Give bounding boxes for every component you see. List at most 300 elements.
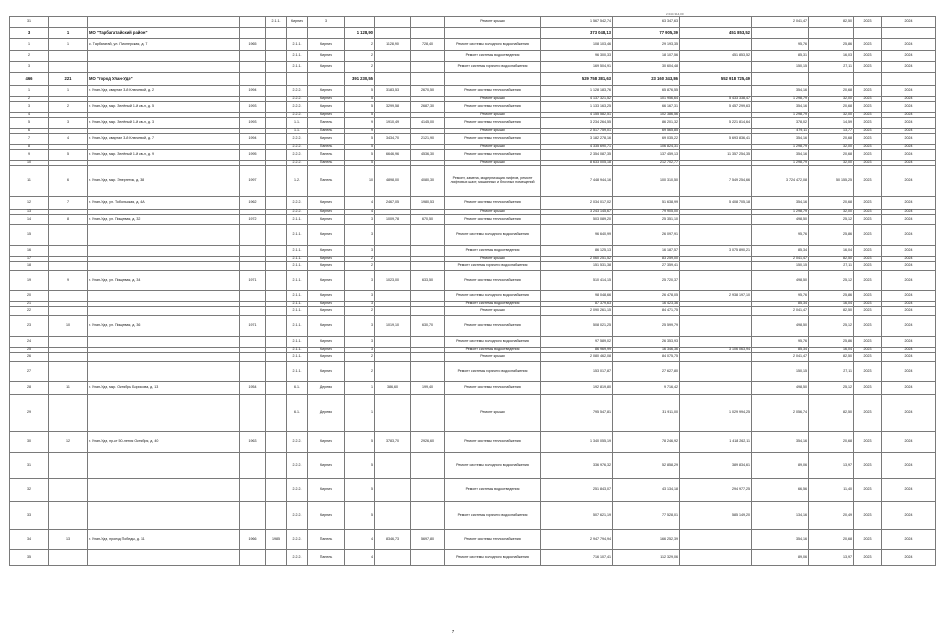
cell-total-cost: 5 433 338,47: [680, 97, 752, 102]
cell-year-renovated: [266, 102, 287, 113]
cell-other-cost: 29 193,35: [613, 39, 680, 51]
cell-building-type: 2.1.1.: [287, 271, 308, 291]
cell-year-renovated: [266, 337, 287, 348]
cell-year-end: 2024: [882, 307, 936, 316]
cell-year-renovated: [266, 362, 287, 382]
cell-unit-cost: 2 041,47: [752, 353, 809, 362]
cell-floors: 5: [345, 86, 375, 97]
cell-year-start: 2023: [854, 395, 882, 432]
cell-year-end: 2024: [882, 316, 936, 337]
cell-row-index: 2: [10, 97, 49, 102]
cell-living-area: 5697,80: [411, 530, 445, 550]
cell-other-cost: 137 459,13: [613, 150, 680, 161]
cell-year-start: 2023: [854, 118, 882, 129]
cell-year-end: 2024: [882, 97, 936, 102]
cell-building-type: 2.1.1.: [287, 353, 308, 362]
table-row: [10, 353, 936, 362]
cell-work-type: Ремонт системы теплоснабжения: [445, 197, 541, 210]
cell-year-start: 2023: [854, 479, 882, 502]
cell-wall-material: Кирпич: [308, 337, 345, 348]
cell-unit-cost: 95,76: [752, 291, 809, 302]
cell-address: [88, 262, 240, 271]
cell-other-cost: 52 858,29: [613, 453, 680, 479]
cell-object-index: 9: [49, 271, 88, 291]
cell-year-built: [240, 479, 266, 502]
cell-year-renovated: [266, 502, 287, 530]
cell-year-start: 2023: [854, 453, 882, 479]
cell-year-end: 2024: [882, 86, 936, 97]
cell-building-type: 1.1.: [287, 118, 308, 129]
cell-address: [88, 479, 240, 502]
cell-year-end: 2024: [882, 348, 936, 353]
cell-building-type: 2.2.2.: [287, 453, 308, 479]
cell-object-index: 7: [49, 197, 88, 210]
cell-year-renovated: [266, 291, 287, 302]
cell-year-end: 2024: [882, 150, 936, 161]
cell-living-area: [411, 395, 445, 432]
cell-floors: 1: [345, 382, 375, 395]
cell-other-cost: 84 075,75: [613, 353, 680, 362]
cell-living-area: 2687,30: [411, 102, 445, 113]
cell-other-cost: 25 720,37: [613, 271, 680, 291]
cell-wall-material: Кирпич: [308, 348, 345, 353]
cell-total-area: [375, 17, 411, 28]
cell-total-area: [375, 28, 411, 39]
cell-address: г. Улан-Удэ, квартал 3-й Ключевой, д. 2: [88, 86, 240, 97]
cell-wall-material: Кирпич: [308, 51, 345, 62]
cell-floors: 9: [345, 129, 375, 134]
cell-row-index: 22: [10, 307, 49, 316]
cell-year-end: 2024: [882, 225, 936, 246]
cell-floors: 2: [345, 257, 375, 262]
cell-floors: 4: [345, 550, 375, 566]
cell-cost: 96 640,99: [541, 225, 613, 246]
cell-floors: 2: [345, 362, 375, 382]
cell-object-index: 1: [49, 28, 88, 39]
cell-row-index: 31: [10, 17, 49, 28]
subtotal-row: [10, 73, 936, 86]
cell-living-area: 4145,00: [411, 118, 445, 129]
cell-work-type: Ремонт крыши: [445, 210, 541, 215]
cell-wall-material: Кирпич: [308, 39, 345, 51]
cell-address: [88, 453, 240, 479]
cell-unit-other-cost: 16,03: [809, 51, 854, 62]
cell-address: МО "Тарбагатайский район": [88, 28, 240, 39]
cell-wall-material: Дерево: [308, 395, 345, 432]
cell-other-cost: 102 386,56: [613, 113, 680, 118]
table-row: [10, 262, 936, 271]
cell-building-type: 2.2.2.: [287, 97, 308, 102]
cell-object-index: [49, 291, 88, 302]
cell-work-type: Ремонт системы теплоснабжения: [445, 215, 541, 225]
cell-floors: 2: [345, 51, 375, 62]
cell-total-area: 8346,73: [375, 530, 411, 550]
cell-year-end: 2024: [882, 197, 936, 210]
cell-row-index: 18: [10, 262, 49, 271]
cell-total-area: [375, 225, 411, 246]
cell-row-index: 25: [10, 348, 49, 353]
cell-building-type: 2.2.2.: [287, 530, 308, 550]
cell-unit-other-cost: 32,00: [809, 210, 854, 215]
cell-unit-cost: 2 041,47: [752, 307, 809, 316]
cell-work-type: Ремонт системы холодного водоснабжения: [445, 337, 541, 348]
table-row: [10, 118, 936, 129]
cell-total-cost: [680, 215, 752, 225]
cell-total-cost: [680, 353, 752, 362]
cell-other-cost: 25 599,79: [613, 316, 680, 337]
cell-work-type: Ремонт системы водоотведения: [445, 51, 541, 62]
cell-building-type: 2.1.1.: [287, 362, 308, 382]
cell-year-renovated: [266, 382, 287, 395]
cell-year-end: 2024: [882, 118, 936, 129]
table-row: [10, 197, 936, 210]
cell-object-index: [49, 395, 88, 432]
cell-work-type: Ремонт крыши: [445, 161, 541, 166]
cell-cost: 1 133 163,25: [541, 102, 613, 113]
cell-year-built: [240, 225, 266, 246]
cell-year-start: 2023: [854, 353, 882, 362]
cell-row-index: 28: [10, 382, 49, 395]
cell-other-cost: 79 905,00: [613, 210, 680, 215]
cell-total-area: 1910,49: [375, 118, 411, 129]
cell-floors: [345, 17, 375, 28]
cell-year-end: 2024: [882, 134, 936, 145]
cell-year-end: 2024: [882, 353, 936, 362]
cell-work-type: Ремонт системы теплоснабжения: [445, 530, 541, 550]
cell-living-area: 630,70: [411, 316, 445, 337]
cell-year-renovated: [266, 246, 287, 257]
cell-other-cost: 16 346,36: [613, 348, 680, 353]
cell-other-cost: 86 201,32: [613, 118, 680, 129]
cell-floors: 3: [345, 316, 375, 337]
cell-total-area: [375, 262, 411, 271]
cell-floors: 3: [345, 246, 375, 257]
cell-year-end: 2024: [882, 62, 936, 73]
cell-year-end: 2024: [882, 271, 936, 291]
cell-floors: 391 230,55: [345, 73, 375, 86]
cell-floors: 3: [345, 302, 375, 307]
cell-building-type: 2.2.2.: [287, 479, 308, 502]
cell-living-area: [411, 73, 445, 86]
cell-unit-cost: [752, 28, 809, 39]
cell-unit-other-cost: 50 155,25: [809, 166, 854, 197]
cell-year-built: 1971: [240, 316, 266, 337]
cell-building-type: 2.1.1.: [287, 316, 308, 337]
cell-cost: 3 234 264,55: [541, 118, 613, 129]
cell-work-type: Ремонт системы холодного водоснабжения: [445, 291, 541, 302]
cell-total-cost: 11 357 254,35: [680, 150, 752, 161]
cell-row-index: 13: [10, 210, 49, 215]
cell-unit-cost: 150,15: [752, 262, 809, 271]
cell-total-cost: 2 938 197,10: [680, 291, 752, 302]
cell-year-end: 2024: [882, 51, 936, 62]
cell-cost: 2 354 087,35: [541, 150, 613, 161]
cell-floors: 5: [345, 134, 375, 145]
cell-other-cost: 26 097,91: [613, 225, 680, 246]
cell-address: [88, 307, 240, 316]
cell-building-type: 2.2.2.: [287, 161, 308, 166]
cell-year-built: [240, 453, 266, 479]
cell-total-area: 1019,10: [375, 316, 411, 337]
cell-cost: 336 976,32: [541, 453, 613, 479]
cell-total-cost: [680, 530, 752, 550]
table-row: [10, 550, 936, 566]
cell-unit-cost: 354,16: [752, 102, 809, 113]
cell-address: [88, 550, 240, 566]
cell-total-cost: 5 221 814,64: [680, 118, 752, 129]
cell-year-end: 2024: [882, 262, 936, 271]
cell-row-index: 16: [10, 246, 49, 257]
cell-building-type: 2.1.1.: [287, 337, 308, 348]
cell-row-index: 24: [10, 337, 49, 348]
cell-address: г. Улан-Удэ, мкр. Зелёный 1-й кв-л, д. 9: [88, 150, 240, 161]
cell-year-end: 2024: [882, 302, 936, 307]
cell-floors: 3: [345, 225, 375, 246]
cell-year-built: [240, 17, 266, 28]
cell-total-cost: 451 853,52: [680, 51, 752, 62]
cell-year-start: 2023: [854, 362, 882, 382]
table-row: [10, 362, 936, 382]
cell-building-type: [287, 28, 308, 39]
cell-row-index: 12: [10, 197, 49, 210]
cell-floors: 5: [345, 97, 375, 102]
cell-building-type: 2.1.1.: [287, 62, 308, 73]
cell-other-cost: 30 604,48: [613, 62, 680, 73]
cell-row-index: 19: [10, 271, 49, 291]
cell-wall-material: Панель: [308, 530, 345, 550]
cell-year-end: [882, 73, 936, 86]
cell-total-cost: [680, 225, 752, 246]
cell-work-type: Ремонт крыши: [445, 353, 541, 362]
cell-work-type: Ремонт системы горячего водоснабжения: [445, 262, 541, 271]
cell-floors: 5: [345, 145, 375, 150]
cell-year-end: 2024: [882, 550, 936, 566]
cell-unit-cost: 354,16: [752, 134, 809, 145]
cell-building-type: 2.2.2.: [287, 102, 308, 113]
cell-object-index: 13: [49, 530, 88, 550]
cell-unit-cost: 1 298,79: [752, 161, 809, 166]
cell-address: г. Улан-Удэ, мкр. Зелёный 1-й кв-л, д. 5: [88, 102, 240, 113]
cell-year-start: 2023: [854, 62, 882, 73]
cell-unit-other-cost: 20,68: [809, 530, 854, 550]
cell-unit-cost: 95,76: [752, 337, 809, 348]
cell-year-renovated: [266, 134, 287, 145]
cell-object-index: [49, 225, 88, 246]
cell-object-index: 1: [49, 86, 88, 97]
cell-floors: 4: [345, 197, 375, 210]
cell-total-cost: [680, 271, 752, 291]
cell-living-area: 728,40: [411, 39, 445, 51]
cell-unit-cost: 89,06: [752, 453, 809, 479]
cell-total-cost: [680, 316, 752, 337]
cell-living-area: 4080,30: [411, 166, 445, 197]
cell-year-built: [240, 62, 266, 73]
cell-year-start: 2023: [854, 215, 882, 225]
cell-wall-material: Панель: [308, 550, 345, 566]
cell-year-built: [240, 51, 266, 62]
cell-row-index: 29: [10, 395, 49, 432]
table-row: [10, 39, 936, 51]
cell-wall-material: Кирпич: [308, 246, 345, 257]
cell-building-type: 1.1.: [287, 129, 308, 134]
cell-unit-cost: 95,76: [752, 225, 809, 246]
cell-year-end: 2024: [882, 113, 936, 118]
cell-wall-material: Кирпич: [308, 210, 345, 215]
cell-unit-cost: 1 298,79: [752, 210, 809, 215]
cell-year-end: 2024: [882, 502, 936, 530]
cell-year-start: 2023: [854, 97, 882, 102]
cell-unit-other-cost: 27,11: [809, 262, 854, 271]
cell-floors: 5: [345, 113, 375, 118]
cell-year-renovated: [266, 225, 287, 246]
cell-address: г. Улан-Удэ, ул. Пищевая, д. 36: [88, 316, 240, 337]
cell-floors: 4: [345, 530, 375, 550]
cell-cost: 716 107,41: [541, 550, 613, 566]
cell-year-start: 2023: [854, 39, 882, 51]
cell-object-index: [49, 62, 88, 73]
cell-unit-cost: 1 298,79: [752, 97, 809, 102]
cell-year-start: 2023: [854, 197, 882, 210]
cell-year-renovated: [266, 316, 287, 337]
cell-unit-cost: 354,16: [752, 150, 809, 161]
cell-unit-cost: 89,06: [752, 550, 809, 566]
cell-unit-other-cost: 32,00: [809, 161, 854, 166]
cell-year-start: 2023: [854, 348, 882, 353]
cell-year-end: 2024: [882, 395, 936, 432]
cell-unit-cost: 354,16: [752, 530, 809, 550]
cell-year-end: 2024: [882, 215, 936, 225]
cell-year-built: 1994: [240, 134, 266, 145]
cell-year-end: [882, 28, 936, 39]
cell-address: [88, 225, 240, 246]
cell-row-index: 17: [10, 257, 49, 262]
cell-unit-other-cost: 20,68: [809, 102, 854, 113]
cell-living-area: 633,50: [411, 271, 445, 291]
cell-unit-cost: 354,16: [752, 197, 809, 210]
cell-unit-other-cost: 82,50: [809, 307, 854, 316]
cell-unit-other-cost: 25,12: [809, 215, 854, 225]
cell-living-area: [411, 28, 445, 39]
cell-object-index: [49, 17, 88, 28]
cell-object-index: [49, 307, 88, 316]
cell-wall-material: [308, 73, 345, 86]
cell-work-type: Ремонт системы теплоснабжения: [445, 102, 541, 113]
cell-living-area: [411, 291, 445, 302]
cell-total-cost: [680, 62, 752, 73]
cell-year-end: 2024: [882, 530, 936, 550]
cell-year-built: [240, 337, 266, 348]
cell-year-renovated: [266, 28, 287, 39]
cell-total-area: 6646,96: [375, 150, 411, 161]
cell-row-index: 33: [10, 502, 49, 530]
cell-unit-other-cost: 11,40: [809, 479, 854, 502]
cell-year-built: 1997: [240, 166, 266, 197]
cell-cost: 251 843,07: [541, 479, 613, 502]
cell-living-area: [411, 307, 445, 316]
cell-wall-material: Кирпич: [308, 62, 345, 73]
cell-cost: 2 034 017,02: [541, 197, 613, 210]
cell-year-end: 2024: [882, 453, 936, 479]
capital-repair-table: [9, 16, 936, 566]
cell-object-index: [49, 502, 88, 530]
cell-object-index: [49, 337, 88, 348]
cell-work-type: [445, 73, 541, 86]
cell-object-index: 3: [49, 118, 88, 129]
table-row: [10, 51, 936, 62]
cell-unit-cost: 2 041,47: [752, 17, 809, 28]
cell-total-area: [375, 395, 411, 432]
table-row: [10, 215, 936, 225]
cell-building-type: 2.2.2.: [287, 134, 308, 145]
cell-floors: 1 128,90: [345, 28, 375, 39]
cell-work-type: Ремонт системы горячего водоснабжения: [445, 62, 541, 73]
cell-work-type: Ремонт крыши: [445, 97, 541, 102]
table-row: [10, 271, 936, 291]
cell-year-renovated: 1985: [266, 530, 287, 550]
cell-year-start: 2023: [854, 210, 882, 215]
page-number: 7: [451, 629, 455, 634]
cell-living-area: [411, 550, 445, 566]
cell-wall-material: Кирпич: [308, 291, 345, 302]
cell-cost: 4 335 690,71: [541, 145, 613, 150]
cell-object-index: 12: [49, 432, 88, 453]
cell-other-cost: 77 905,39: [613, 28, 680, 39]
cell-unit-other-cost: 82,50: [809, 257, 854, 262]
cell-year-start: 2023: [854, 225, 882, 246]
cell-address: г. Улан-Удэ, квартал 3-й Ключевой, д. 7: [88, 134, 240, 145]
cell-living-area: [411, 51, 445, 62]
cell-unit-other-cost: 20,68: [809, 197, 854, 210]
cell-other-cost: 112 329,06: [613, 550, 680, 566]
cell-unit-cost: 150,15: [752, 62, 809, 73]
cell-wall-material: Дерево: [308, 382, 345, 395]
table-body: [10, 17, 936, 566]
cell-work-type: Ремонт системы теплоснабжения: [445, 86, 541, 97]
cell-total-cost: [680, 39, 752, 51]
cell-floors: 3: [345, 271, 375, 291]
cell-other-cost: 83 259,00: [613, 257, 680, 262]
cell-row-index: 3: [10, 62, 49, 73]
cell-unit-other-cost: 32,00: [809, 113, 854, 118]
cell-total-area: 3183,53: [375, 86, 411, 97]
table-row: [10, 337, 936, 348]
cell-building-type: 2.1.1.: [287, 307, 308, 316]
cell-other-cost: 66 167,31: [613, 102, 680, 113]
cell-total-area: [375, 62, 411, 73]
cell-other-cost: 106 824,31: [613, 145, 680, 150]
cell-total-area: [375, 73, 411, 86]
cell-year-renovated: [266, 166, 287, 197]
cell-total-area: [375, 246, 411, 257]
cell-year-renovated: [266, 118, 287, 129]
cell-year-renovated: [266, 353, 287, 362]
cell-living-area: 2926,60: [411, 432, 445, 453]
cell-floors: 5: [345, 150, 375, 161]
cell-cost: 2 517 759,01: [541, 129, 613, 134]
cell-work-type: Ремонт системы теплоснабжения: [445, 432, 541, 453]
cell-cost: 153 017,87: [541, 362, 613, 382]
cell-year-end: 2024: [882, 337, 936, 348]
cell-total-area: 1128,90: [375, 39, 411, 51]
cell-total-cost: [680, 307, 752, 316]
cell-year-built: [240, 73, 266, 86]
cell-total-area: [375, 337, 411, 348]
cell-cost: 3 243 145,67: [541, 210, 613, 215]
cell-year-built: 1993: [240, 118, 266, 129]
table-row: [10, 479, 936, 502]
cell-building-type: 6.1.: [287, 395, 308, 432]
cell-total-cost: [680, 337, 752, 348]
